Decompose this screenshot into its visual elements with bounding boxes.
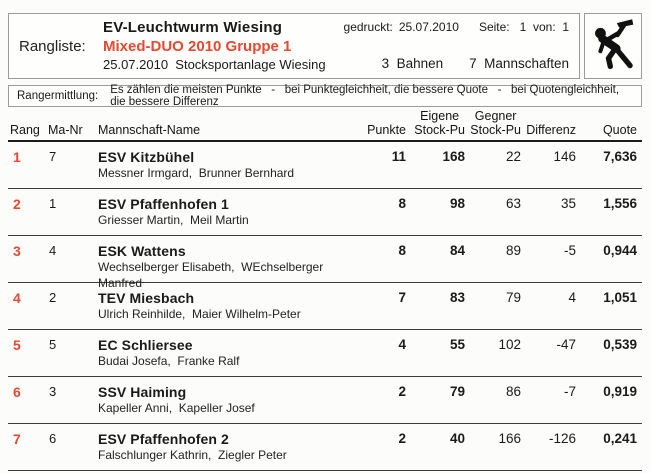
own-stock-points: 83 <box>449 290 465 305</box>
difference-value: 35 <box>560 196 576 211</box>
own-stock-points: 40 <box>449 431 465 446</box>
points-value: 2 <box>398 384 406 399</box>
difference-value: -126 <box>548 431 576 446</box>
rank-value: 7 <box>13 431 21 447</box>
player-names: Falschlunger Kathrin, Ziegler Peter <box>98 448 287 462</box>
player-names: Ulrich Reinhilde, Maier Wilhelm-Peter <box>98 307 301 321</box>
player-names: Kapeller Anni, Kapeller Josef <box>98 401 255 415</box>
difference-value: 4 <box>568 290 576 305</box>
page-info: Seite: 1 von: 1 <box>478 20 569 34</box>
own-stock-points: 168 <box>442 149 465 164</box>
table-row <box>8 236 642 290</box>
stocksport-icon-box <box>584 13 642 79</box>
team-cell <box>96 290 348 322</box>
opponent-stock-points: 22 <box>505 149 521 164</box>
table-row <box>8 189 642 236</box>
points-value: 4 <box>398 337 406 352</box>
rank-value: 4 <box>13 290 21 306</box>
team-name: ESV Pfaffenhofen 1 <box>98 196 229 212</box>
teams-count: 7 Mannschaften <box>469 56 569 71</box>
difference-value: -5 <box>563 243 576 258</box>
club-name: EV-Leuchtwurm Wiesing <box>103 19 283 36</box>
rank-value: 2 <box>13 196 21 212</box>
col-header-gegner-stockpu: Gegner Stock-Pu <box>470 109 521 137</box>
player-names: Wechselberger Elisabeth, WEchselberger Manfred <box>98 260 327 290</box>
rangliste-label: Rangliste: <box>19 38 86 55</box>
difference-value: 146 <box>553 149 576 164</box>
col-header-ma-nr: Ma-Nr <box>48 123 83 137</box>
team-name: ESV Kitzbühel <box>98 149 195 165</box>
team-cell <box>96 384 348 416</box>
opponent-stock-points: 79 <box>505 290 521 305</box>
ranking-rule-bar <box>8 85 642 107</box>
team-number: 2 <box>49 290 57 305</box>
table-row <box>8 424 642 471</box>
lanes-count: 3 Bahnen <box>381 56 444 71</box>
report-header <box>8 13 642 79</box>
col-header-quote: Quote <box>602 123 637 137</box>
event-counts <box>382 56 569 71</box>
player-names: Messner Irmgard, Brunner Bernhard <box>98 166 295 180</box>
player-names: Budai Josefa, Franke Ralf <box>98 354 240 368</box>
table-row <box>8 330 642 377</box>
team-number: 3 <box>49 384 57 399</box>
difference-value: -47 <box>556 337 576 352</box>
team-cell <box>96 243 348 291</box>
points-value: 7 <box>398 290 406 305</box>
stocksport-player-icon <box>587 15 639 78</box>
table-row <box>8 283 642 330</box>
col-header-differenz: Differenz <box>526 123 576 137</box>
date-venue: 25.07.2010 Stocksportanlage Wiesing <box>103 57 326 72</box>
table-header-row <box>8 109 642 142</box>
opponent-stock-points: 166 <box>498 431 521 446</box>
competition-title: Mixed-DUO 2010 Gruppe 1 <box>103 38 292 55</box>
col-header-eigene-stockpu: Eigene Stock-Pu <box>414 109 465 137</box>
quote-value: 1,051 <box>603 290 637 305</box>
own-stock-points: 79 <box>449 384 465 399</box>
printed-date: 25.07.2010 <box>398 20 459 34</box>
opponent-stock-points: 63 <box>505 196 521 211</box>
col-header-punkte: Punkte <box>367 123 406 137</box>
table-row <box>8 377 642 424</box>
table-row <box>8 142 642 189</box>
opponent-stock-points: 102 <box>498 337 521 352</box>
quote-value: 0,539 <box>603 337 637 352</box>
points-value: 11 <box>391 149 406 164</box>
team-number: 7 <box>49 149 57 164</box>
rank-value: 6 <box>13 384 21 400</box>
opponent-stock-points: 89 <box>505 243 521 258</box>
quote-value: 0,919 <box>603 384 637 399</box>
team-name: EC Schliersee <box>98 337 193 353</box>
team-number: 4 <box>49 243 57 258</box>
col-header-name: Mannschaft-Name <box>98 123 201 137</box>
points-value: 8 <box>398 243 406 258</box>
printed-info <box>344 20 569 34</box>
team-number: 5 <box>49 337 57 352</box>
ranking-table <box>8 109 642 471</box>
own-stock-points: 55 <box>449 337 465 352</box>
team-cell <box>96 196 348 228</box>
own-stock-points: 98 <box>449 196 465 211</box>
team-number: 6 <box>49 431 57 446</box>
team-cell <box>96 149 348 181</box>
points-value: 8 <box>398 196 406 211</box>
printed-label: gedruckt: <box>343 20 393 34</box>
rank-value: 1 <box>13 149 21 165</box>
team-number: 1 <box>49 196 57 211</box>
table-body <box>8 142 642 471</box>
col-header-rang: Rang <box>10 123 40 137</box>
difference-value: -7 <box>563 384 576 399</box>
team-cell <box>96 431 348 463</box>
ranking-rule-label: Rangermittlung: <box>17 90 99 102</box>
team-name: TEV Miesbach <box>98 290 195 306</box>
quote-value: 7,636 <box>603 149 637 164</box>
quote-value: 0,944 <box>603 243 637 258</box>
team-name: ESV Pfaffenhofen 2 <box>98 431 229 447</box>
rank-value: 5 <box>13 337 21 353</box>
rank-value: 3 <box>13 243 21 259</box>
points-value: 2 <box>398 431 406 446</box>
report-header-box <box>8 13 580 79</box>
team-name: ESK Wattens <box>98 243 186 259</box>
team-cell <box>96 337 348 369</box>
player-names: Griesser Martin, Meil Martin <box>98 213 249 227</box>
quote-value: 1,556 <box>603 196 637 211</box>
own-stock-points: 84 <box>449 243 465 258</box>
quote-value: 0,241 <box>603 431 637 446</box>
ranking-rule-text: Es zählen die meisten Punkte - bei Punktegleichheit, die bessere Quote - bei Quotengleichheit, die bessere Differenz <box>110 84 623 108</box>
opponent-stock-points: 86 <box>505 384 521 399</box>
team-name: SSV Haiming <box>98 384 187 400</box>
